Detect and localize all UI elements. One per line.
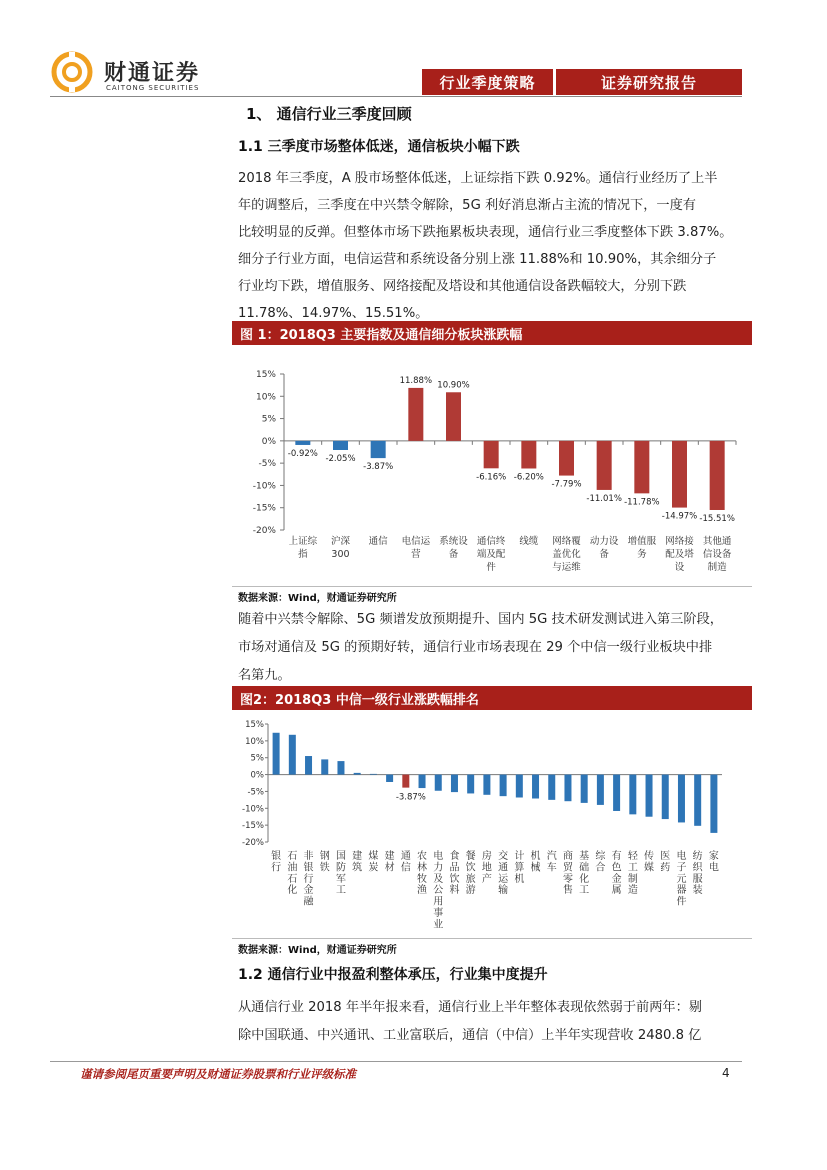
bar: [710, 775, 717, 833]
y-tick-label: 5%: [261, 414, 276, 425]
x-tick-label: 农: [417, 851, 428, 862]
x-tick-label: 食: [449, 851, 460, 862]
y-tick-label: -5%: [247, 787, 264, 798]
x-tick-label: 油: [287, 862, 298, 874]
x-tick-label: 售: [562, 885, 573, 897]
x-tick-label: 公: [433, 885, 444, 897]
x-tick-label: 产: [481, 873, 492, 885]
x-tick-label: 行: [303, 873, 314, 885]
bar: [435, 775, 442, 791]
x-tick-label: 沪深: [330, 536, 351, 547]
x-tick-label: 件: [676, 896, 687, 908]
footer-divider: [50, 1061, 742, 1062]
x-tick-label: 化: [287, 885, 298, 897]
x-tick-label: 合: [595, 862, 606, 874]
section-title: 1、 通信行业三季度回顾: [246, 105, 412, 123]
bar: [483, 775, 490, 795]
x-tick-label: 车: [546, 862, 557, 874]
x-tick-label: 制: [627, 873, 638, 885]
x-tick-label: 盖优化: [552, 549, 581, 560]
x-tick-label: 材: [384, 862, 395, 874]
x-tick-label: 300: [331, 549, 350, 560]
y-tick-label: 5%: [250, 753, 264, 764]
x-tick-label: 属: [611, 885, 622, 897]
data-label: -2.05%: [325, 453, 356, 464]
report-type-box: 行业季度策略: [422, 69, 553, 95]
report-kind-box: 证券研究报告: [556, 69, 742, 95]
data-label: 11.88%: [399, 375, 433, 386]
x-tick-label: 炭: [368, 862, 379, 874]
x-tick-label: 基: [579, 851, 590, 862]
x-tick-label: 输: [498, 885, 509, 897]
x-tick-label: 营: [411, 549, 421, 560]
y-tick-label: -5%: [258, 459, 276, 470]
x-tick-label: 及: [433, 873, 444, 885]
bar: [500, 775, 507, 797]
x-tick-label: 机: [514, 873, 525, 885]
x-tick-label: 指: [298, 549, 308, 560]
x-tick-label: 算: [514, 862, 525, 874]
data-label: -15.51%: [699, 513, 735, 524]
bar: [581, 775, 588, 803]
bar: [672, 441, 687, 508]
bar: [305, 756, 312, 775]
bar: [371, 441, 386, 458]
x-tick-label: 交: [498, 851, 509, 862]
bar: [532, 775, 539, 799]
x-tick-label: 牧: [417, 873, 428, 885]
subsection-title: 1.1 三季度市场整体低迷，通信板块小幅下跌: [238, 139, 520, 155]
y-tick-label: 10%: [245, 736, 264, 747]
x-tick-label: 贸: [562, 862, 573, 874]
x-tick-label: 金: [611, 873, 622, 885]
paragraph-line: 11.78%、14.97%、15.51%。: [238, 306, 429, 321]
data-label: -6.20%: [513, 472, 544, 483]
x-tick-label: 造: [627, 885, 638, 897]
bar: [419, 775, 426, 788]
x-tick-label: 器: [676, 885, 687, 897]
bar: [564, 775, 571, 802]
y-tick-label: -15%: [242, 821, 264, 832]
x-tick-label: 银: [271, 851, 282, 862]
x-tick-label: 饮: [465, 862, 476, 874]
x-tick-label: 银: [303, 862, 314, 874]
x-tick-label: 运: [498, 873, 509, 885]
data-label: -0.92%: [287, 448, 318, 459]
y-tick-label: -20%: [242, 838, 264, 848]
x-tick-label: 力: [433, 862, 444, 874]
y-tick-label: -20%: [252, 526, 276, 536]
x-tick-label: 行: [271, 862, 282, 874]
bar: [273, 733, 280, 775]
x-tick-label: 装: [692, 885, 703, 897]
data-label: -6.16%: [476, 472, 507, 483]
x-tick-label: 信: [400, 862, 411, 874]
x-tick-label: 品: [449, 862, 460, 874]
x-tick-label: 备: [448, 549, 459, 560]
x-tick-label: 金: [303, 885, 314, 897]
y-tick-label: -10%: [252, 481, 276, 492]
y-tick-label: 0%: [261, 436, 276, 447]
x-tick-label: 防: [335, 862, 346, 874]
x-tick-label: 纺: [692, 851, 703, 862]
paragraph-line: 行业均下跌，增值服务、网络接配及塔设和其他通信设备跌幅较大，分别下跌: [238, 279, 687, 294]
bar: [337, 761, 344, 774]
x-tick-label: 件: [486, 562, 496, 573]
bar: [710, 441, 725, 510]
x-tick-label: 药: [660, 862, 671, 874]
x-tick-label: 动力设: [589, 536, 619, 547]
x-tick-label: 事: [433, 908, 444, 919]
x-tick-label: 通: [400, 851, 411, 862]
bar: [613, 775, 620, 811]
x-tick-label: 务: [637, 549, 647, 560]
x-tick-label: 餐: [465, 851, 476, 862]
bar: [451, 775, 458, 793]
y-tick-label: -15%: [252, 503, 276, 514]
x-tick-label: 电信运: [401, 536, 431, 547]
x-tick-label: 房: [481, 851, 492, 862]
x-tick-label: 地: [481, 862, 492, 874]
x-tick-label: 饮: [449, 873, 460, 885]
figure2-caption: 图2：2018Q3 中信一级行业涨跌幅排名: [232, 686, 752, 710]
x-tick-label: 石: [287, 851, 298, 862]
x-tick-label: 商: [562, 851, 573, 862]
bar: [521, 441, 536, 469]
x-tick-label: 国: [335, 851, 346, 862]
x-tick-label: 元: [676, 873, 687, 885]
x-tick-label: 料: [449, 885, 460, 897]
paragraph-line: 名第九。: [238, 668, 291, 683]
bar: [548, 775, 555, 800]
x-tick-label: 备: [599, 549, 609, 560]
data-label: -14.97%: [661, 511, 698, 522]
x-tick-label: 钢: [319, 851, 330, 862]
x-tick-label: 制造: [707, 562, 727, 573]
paragraph-line: 市场对通信及 5G 的预期好转，通信行业市场表现在 29 个中信一级行业板块中排: [238, 640, 713, 655]
x-tick-label: 服: [692, 873, 703, 885]
x-tick-label: 工: [335, 885, 346, 897]
data-label: -3.87%: [395, 792, 426, 803]
paragraph-line: 比较明显的反弹。但整体市场下跌拖累板块表现，通信行业三季度整体下跌 3.87%。: [238, 225, 733, 240]
x-tick-label: 军: [335, 873, 346, 885]
x-tick-label: 零: [562, 873, 573, 885]
x-tick-label: 通: [498, 862, 509, 874]
x-tick-label: 医: [660, 851, 671, 862]
data-label: 10.90%: [437, 380, 470, 391]
y-tick-label: 15%: [245, 720, 264, 730]
bar: [678, 775, 685, 823]
x-tick-label: 上证综: [288, 536, 318, 547]
x-tick-label: 用: [433, 896, 444, 908]
figure1-divider: [232, 586, 752, 587]
figure2-divider: [232, 938, 752, 939]
bar: [386, 775, 393, 782]
bar: [629, 775, 636, 815]
x-tick-label: 汽: [546, 851, 557, 862]
company-logo-icon: [50, 50, 94, 94]
bar: [321, 759, 328, 774]
x-tick-label: 端及配: [476, 549, 506, 560]
bar: [597, 441, 612, 490]
bar: [446, 392, 461, 441]
logo-name: 财通证券: [104, 60, 201, 86]
x-tick-label: 械: [530, 862, 541, 874]
x-tick-label: 网络覆: [552, 536, 581, 547]
x-tick-label: 石: [287, 873, 298, 885]
paragraph-line: 2018 年三季度，A 股市场整体低迷，上证综指下跌 0.92%。通信行业经历了上半: [238, 171, 718, 186]
x-tick-label: 设: [674, 562, 685, 573]
logo-subtitle: CAITONG SECURITIES: [106, 84, 200, 92]
data-label: -11.01%: [586, 493, 622, 504]
x-tick-label: 电: [676, 851, 687, 862]
x-tick-label: 电: [708, 862, 719, 874]
paragraph-line: 细分子行业方面，电信运营和系统设备分别上涨 11.88%和 10.90%，其余细分子: [238, 252, 717, 267]
bar: [467, 775, 474, 794]
figure2-chart: [232, 714, 752, 936]
paragraph-line: 随着中兴禁令解除、5G 频谱发放预期提升、国内 5G 技术研发测试进入第三阶段，: [238, 612, 723, 627]
bar: [484, 441, 499, 468]
x-tick-label: 色: [611, 862, 622, 874]
figure1-chart: [232, 356, 752, 584]
x-tick-label: 融: [303, 896, 314, 908]
x-tick-label: 网络接: [665, 536, 694, 547]
bar: [354, 773, 361, 775]
footer-disclaimer: 谨请参阅尾页重要声明及财通证券股票和行业评级标准: [80, 1067, 356, 1081]
x-tick-label: 业: [433, 919, 444, 931]
paragraph-line: 年的调整后，三季度在中兴禁令解除，5G 利好消息渐占主流的情况下，一度有: [238, 198, 696, 213]
x-tick-label: 综: [595, 851, 606, 862]
x-tick-label: 织: [692, 862, 703, 874]
x-tick-label: 电: [433, 851, 444, 862]
y-tick-label: 15%: [255, 370, 276, 380]
page-number: 4: [722, 1066, 730, 1080]
x-tick-label: 非: [303, 851, 314, 862]
x-tick-label: 与运维: [552, 562, 581, 573]
figure2-source: 数据来源：Wind，财通证券研究所: [238, 945, 397, 956]
subsection-title: 1.2 通信行业中报盈利整体承压，行业集中度提升: [238, 967, 548, 983]
bar: [408, 388, 423, 441]
x-tick-label: 子: [676, 862, 687, 874]
y-tick-label: 0%: [250, 770, 264, 781]
paragraph-line: 从通信行业 2018 年半年报来看，通信行业上半年整体表现依然弱于前两年：剔: [238, 1000, 702, 1015]
x-tick-label: 其他通: [702, 536, 732, 547]
y-tick-label: -10%: [242, 804, 264, 815]
x-tick-label: 配及塔: [665, 549, 694, 560]
bar: [402, 775, 409, 788]
figure1-source: 数据来源：Wind，财通证券研究所: [238, 593, 397, 604]
x-tick-label: 通信: [368, 536, 388, 547]
data-label: -11.78%: [624, 497, 660, 508]
x-tick-label: 信设备: [702, 549, 732, 560]
x-tick-label: 煤: [368, 851, 379, 862]
x-tick-label: 计: [514, 851, 525, 862]
figure1-caption: 图 1：2018Q3 主要指数及通信细分板块涨跌幅: [232, 321, 752, 345]
x-tick-label: 通信终: [476, 536, 506, 547]
data-label: -3.87%: [363, 462, 394, 473]
x-tick-label: 础: [579, 862, 590, 874]
bar: [662, 775, 669, 820]
x-tick-label: 建: [352, 851, 363, 862]
x-tick-label: 增值服: [627, 536, 657, 547]
x-tick-label: 工: [627, 862, 638, 874]
x-tick-label: 游: [465, 885, 476, 897]
x-tick-label: 林: [417, 862, 428, 874]
bar: [333, 441, 348, 450]
header-divider: [50, 96, 742, 97]
x-tick-label: 化: [579, 873, 590, 885]
x-tick-label: 轻: [627, 851, 638, 862]
bar: [295, 441, 310, 445]
bar: [634, 441, 649, 494]
bar: [646, 775, 653, 817]
x-tick-label: 工: [579, 885, 590, 897]
x-tick-label: 筑: [352, 862, 363, 874]
x-tick-label: 家: [708, 851, 719, 862]
x-tick-label: 旅: [465, 873, 476, 885]
bar: [559, 441, 574, 476]
bar: [289, 735, 296, 775]
x-tick-label: 渔: [417, 885, 428, 897]
x-tick-label: 铁: [319, 862, 330, 874]
x-tick-label: 系统设: [439, 536, 468, 547]
data-label: -7.79%: [551, 479, 582, 490]
x-tick-label: 建: [384, 851, 395, 862]
x-tick-label: 有: [611, 851, 622, 862]
x-tick-label: 媒: [644, 862, 655, 874]
bar: [694, 775, 701, 826]
x-tick-label: 传: [644, 851, 655, 862]
x-tick-label: 线缆: [519, 536, 539, 547]
bar: [597, 775, 604, 805]
paragraph-3: [238, 994, 758, 1050]
y-tick-label: 10%: [255, 392, 276, 403]
bar: [516, 775, 523, 798]
paragraph-line: 除中国联通、中兴通讯、工业富联后，通信（中信）上半年实现营收 2480.8 亿: [238, 1028, 702, 1043]
bar: [370, 774, 377, 775]
x-tick-label: 机: [530, 851, 541, 862]
paragraph-1: [238, 165, 758, 327]
paragraph-2: [238, 606, 758, 690]
